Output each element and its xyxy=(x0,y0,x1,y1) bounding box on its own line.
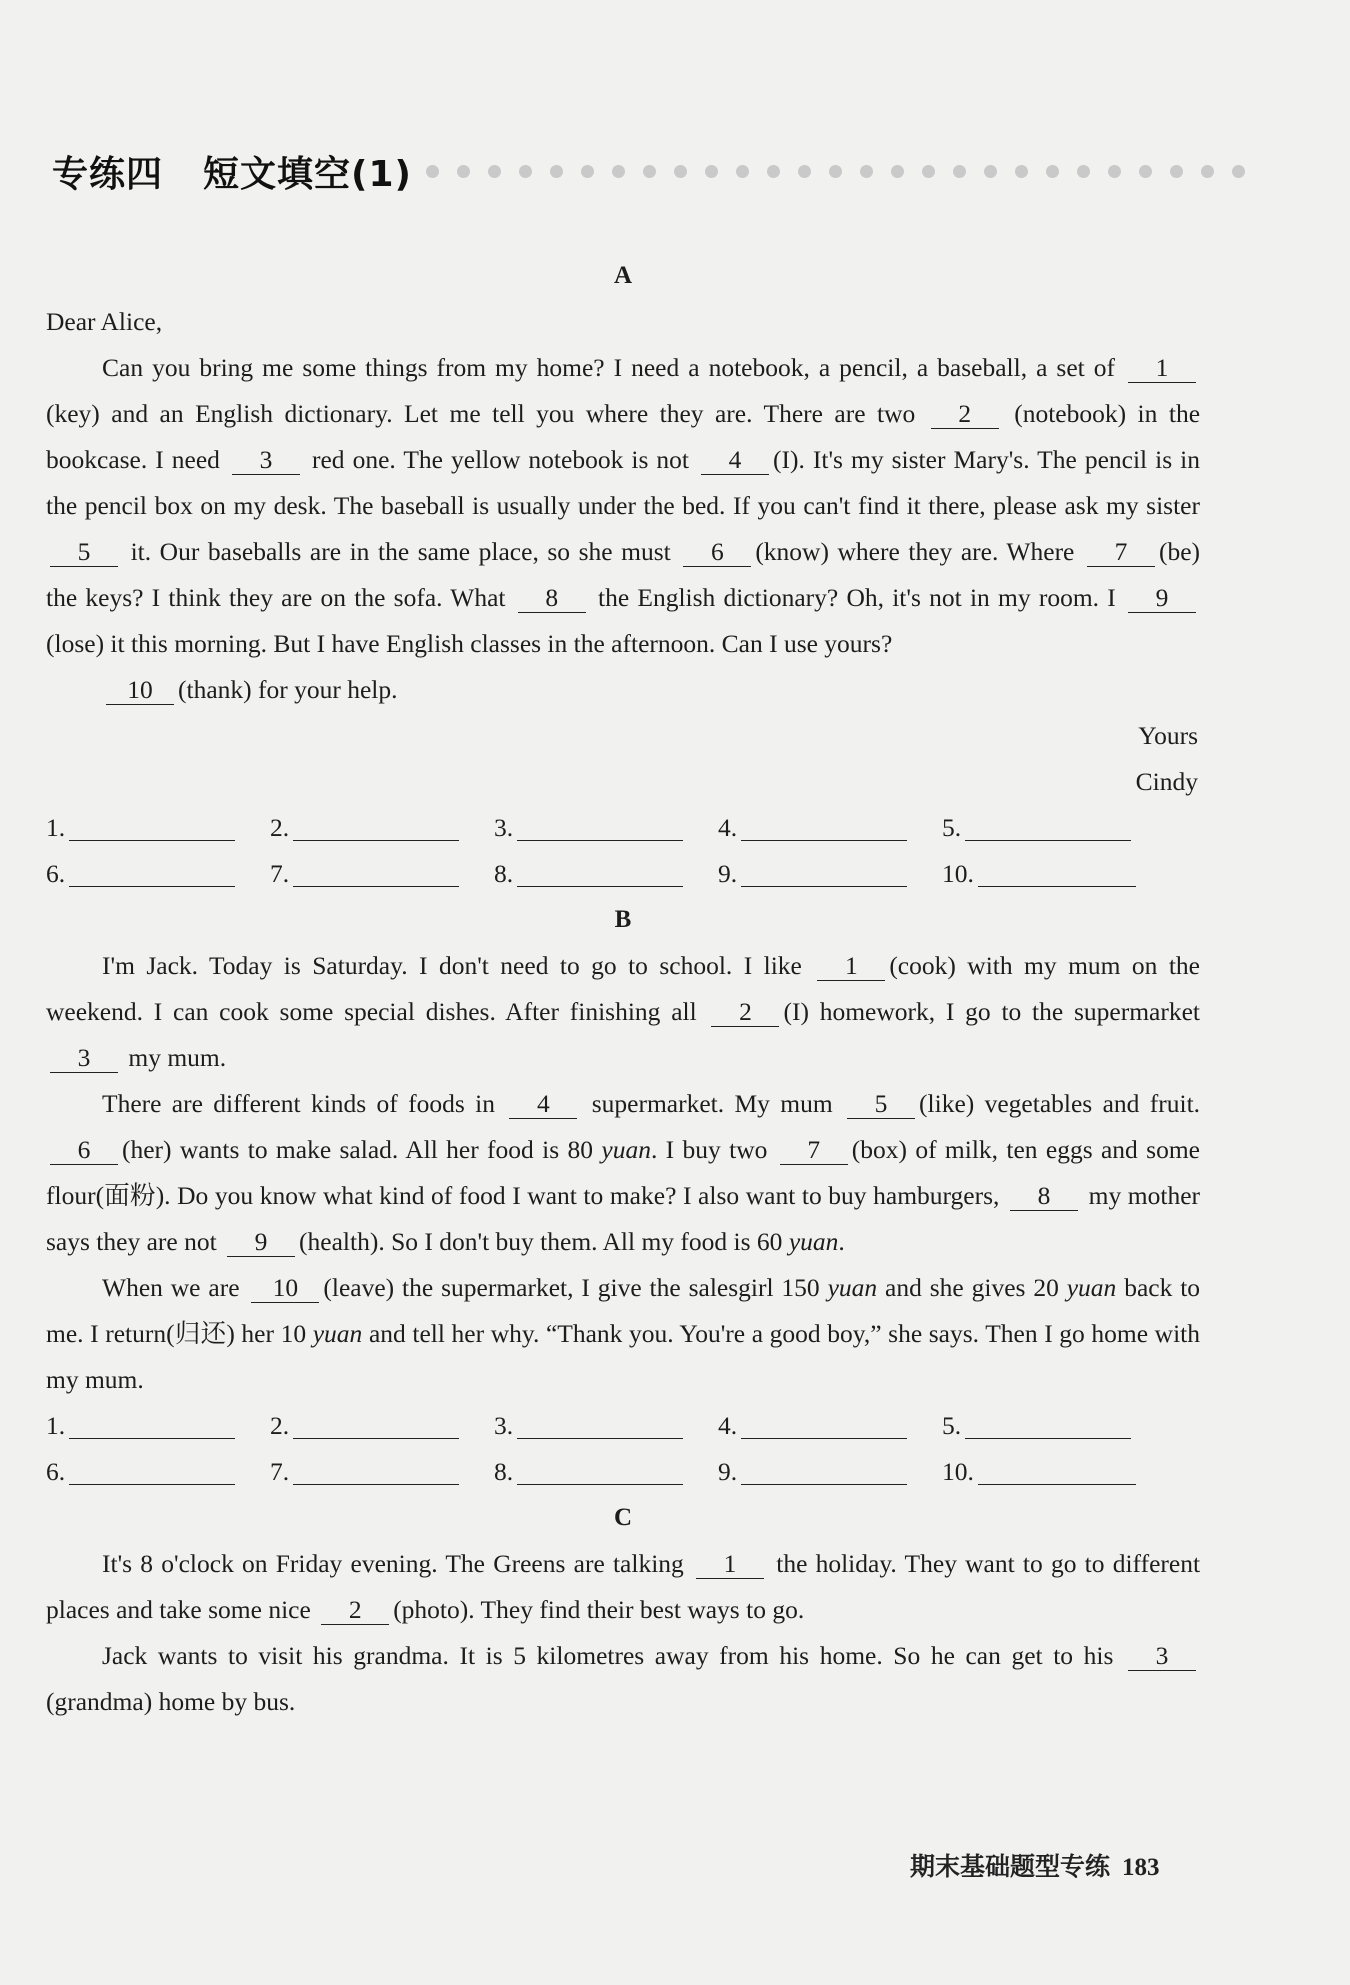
section-c-paragraph-1: It's 8 o'clock on Friday evening. The Greens are talking 1 the holiday. They want to go to different places and take some nice 2 (photo). They find their best ways to go. xyxy=(46,1549,1201,1624)
answer-line[interactable]: 4. xyxy=(718,805,942,851)
decorative-dots xyxy=(426,165,1245,178)
answer-line[interactable]: 7. xyxy=(270,1449,494,1495)
passage-container xyxy=(46,253,1200,1725)
answer-line[interactable]: 9. xyxy=(718,1449,942,1495)
section-b-heading: B xyxy=(614,906,632,933)
blank-b3: 3 xyxy=(50,1044,118,1073)
blank-c1: 1 xyxy=(696,1550,764,1579)
answer-line[interactable]: 8. xyxy=(494,851,718,897)
blank-c2: 2 xyxy=(321,1596,389,1625)
blank-a8: 8 xyxy=(518,584,586,613)
blank-b2: 2 xyxy=(711,998,779,1027)
blank-a9: 9 xyxy=(1128,584,1196,613)
answer-line[interactable]: 10. xyxy=(942,851,1166,897)
page-title xyxy=(52,146,412,197)
blank-a3: 3 xyxy=(232,446,300,475)
section-c-heading: C xyxy=(613,1504,633,1531)
blank-a7: 7 xyxy=(1087,538,1155,567)
section-c-paragraph-2: Jack wants to visit his grandma. It is 5 kilometres away from his home. So he can get to his 3(grandma) home by bus. xyxy=(46,1633,1200,1725)
section-b-paragraph-1: I'm Jack. Today is Saturday. I don't need to go to school. I like 1 (cook) with my mum on the weekend. I can cook some special dishes. After finishing all 2 (I) homework, I go to the supermarket 3 my mum. xyxy=(46,951,1201,1072)
answer-line[interactable]: 8. xyxy=(494,1449,718,1495)
answer-line[interactable]: 6. xyxy=(46,851,270,897)
letter-signature: Cindy xyxy=(1135,767,1198,796)
page-header xyxy=(52,146,1312,197)
blank-b8: 8 xyxy=(1010,1182,1078,1211)
blank-a4: 4 xyxy=(701,446,769,475)
answer-line[interactable]: 6. xyxy=(46,1449,270,1495)
section-a-thanks: 10 (thank) for your help. xyxy=(46,667,1200,713)
exercise-title: 短文填空(1) xyxy=(203,154,412,195)
answer-line[interactable]: 3. xyxy=(494,1403,718,1449)
page-footer xyxy=(910,1847,1160,1883)
answer-line[interactable]: 9. xyxy=(718,851,942,897)
book-title: 期末基础题型专练 xyxy=(910,1852,1111,1881)
section-b-paragraph-2: There are different kinds of foods in 4 supermarket. My mum 5 (like) vegetables and fruit. 6 (her) wants to make salad. All her food is 80 yuan. I buy two 7 (box) of milk, ten eggs and some flour(面粉). Do you know what kind of food I want to make? I also want to buy hamburgers, 8 my mother says they are not 9 (health). So I don't buy them. All my food is 60 yuan. xyxy=(46,1089,1201,1256)
answer-line[interactable]: 3. xyxy=(494,805,718,851)
blank-b10: 10 xyxy=(251,1274,319,1303)
answer-line[interactable]: 5. xyxy=(942,805,1166,851)
page-number: 183 xyxy=(1122,1854,1160,1881)
blank-b5: 5 xyxy=(847,1090,915,1119)
blank-b9: 9 xyxy=(227,1228,295,1257)
section-b-answer-lines xyxy=(46,1403,1200,1495)
series-label: 专练四 xyxy=(52,154,164,195)
answer-line[interactable]: 7. xyxy=(270,851,494,897)
blank-b7: 7 xyxy=(780,1136,848,1165)
section-a-answer-lines xyxy=(46,805,1200,897)
answer-line[interactable]: 1. xyxy=(46,1403,270,1449)
blank-a1: 1 xyxy=(1128,354,1196,383)
letter-greeting: Dear Alice, xyxy=(46,307,163,336)
answer-line[interactable]: 10. xyxy=(942,1449,1166,1495)
blank-a2: 2 xyxy=(931,400,999,429)
answer-line[interactable]: 5. xyxy=(942,1403,1166,1449)
blank-b6: 6 xyxy=(50,1136,118,1165)
answer-line[interactable]: 1. xyxy=(46,805,270,851)
blank-b1: 1 xyxy=(817,952,885,981)
section-a-paragraph: Can you bring me some things from my home? I need a notebook, a pencil, a baseball, a set of 1 (key) and an English dictionary. Let me tell you where they are. There are two 2 (notebook) in the bookcase. I need 3 red one. The yellow notebook is not 4 (I). It's my sister Mary's. The pencil is in the pencil box on my desk. The baseball is usually under the bed. If you can't find it there, please ask my sister 5 it. Our baseballs are in the same place, so she must 6 (know) where they are. Where 7 (be) the keys? I think they are on the sofa. What 8 the English dictionary? Oh, it's not in my room. I 9(lose) it this morning. But I have English classes in the afternoon. Can I use yours? xyxy=(46,353,1201,658)
answer-line[interactable]: 4. xyxy=(718,1403,942,1449)
answer-line[interactable]: 2. xyxy=(270,805,494,851)
blank-b4: 4 xyxy=(509,1090,577,1119)
letter-closing: Yours xyxy=(1138,721,1198,750)
section-b-paragraph-3: When we are 10 (leave) the supermarket, I give the salesgirl 150 yuan and she gives 20 yuan back to me. I return(归还) her 10 yuan and tell her why. “Thank you. You're a good boy,” she says. Then I go home with my mum. xyxy=(46,1273,1201,1394)
blank-a6: 6 xyxy=(683,538,751,567)
blank-a10: 10 xyxy=(106,676,174,705)
section-a-heading: A xyxy=(613,262,633,289)
blank-c3: 3 xyxy=(1128,1642,1196,1671)
answer-line[interactable]: 2. xyxy=(270,1403,494,1449)
blank-a5: 5 xyxy=(50,538,118,567)
